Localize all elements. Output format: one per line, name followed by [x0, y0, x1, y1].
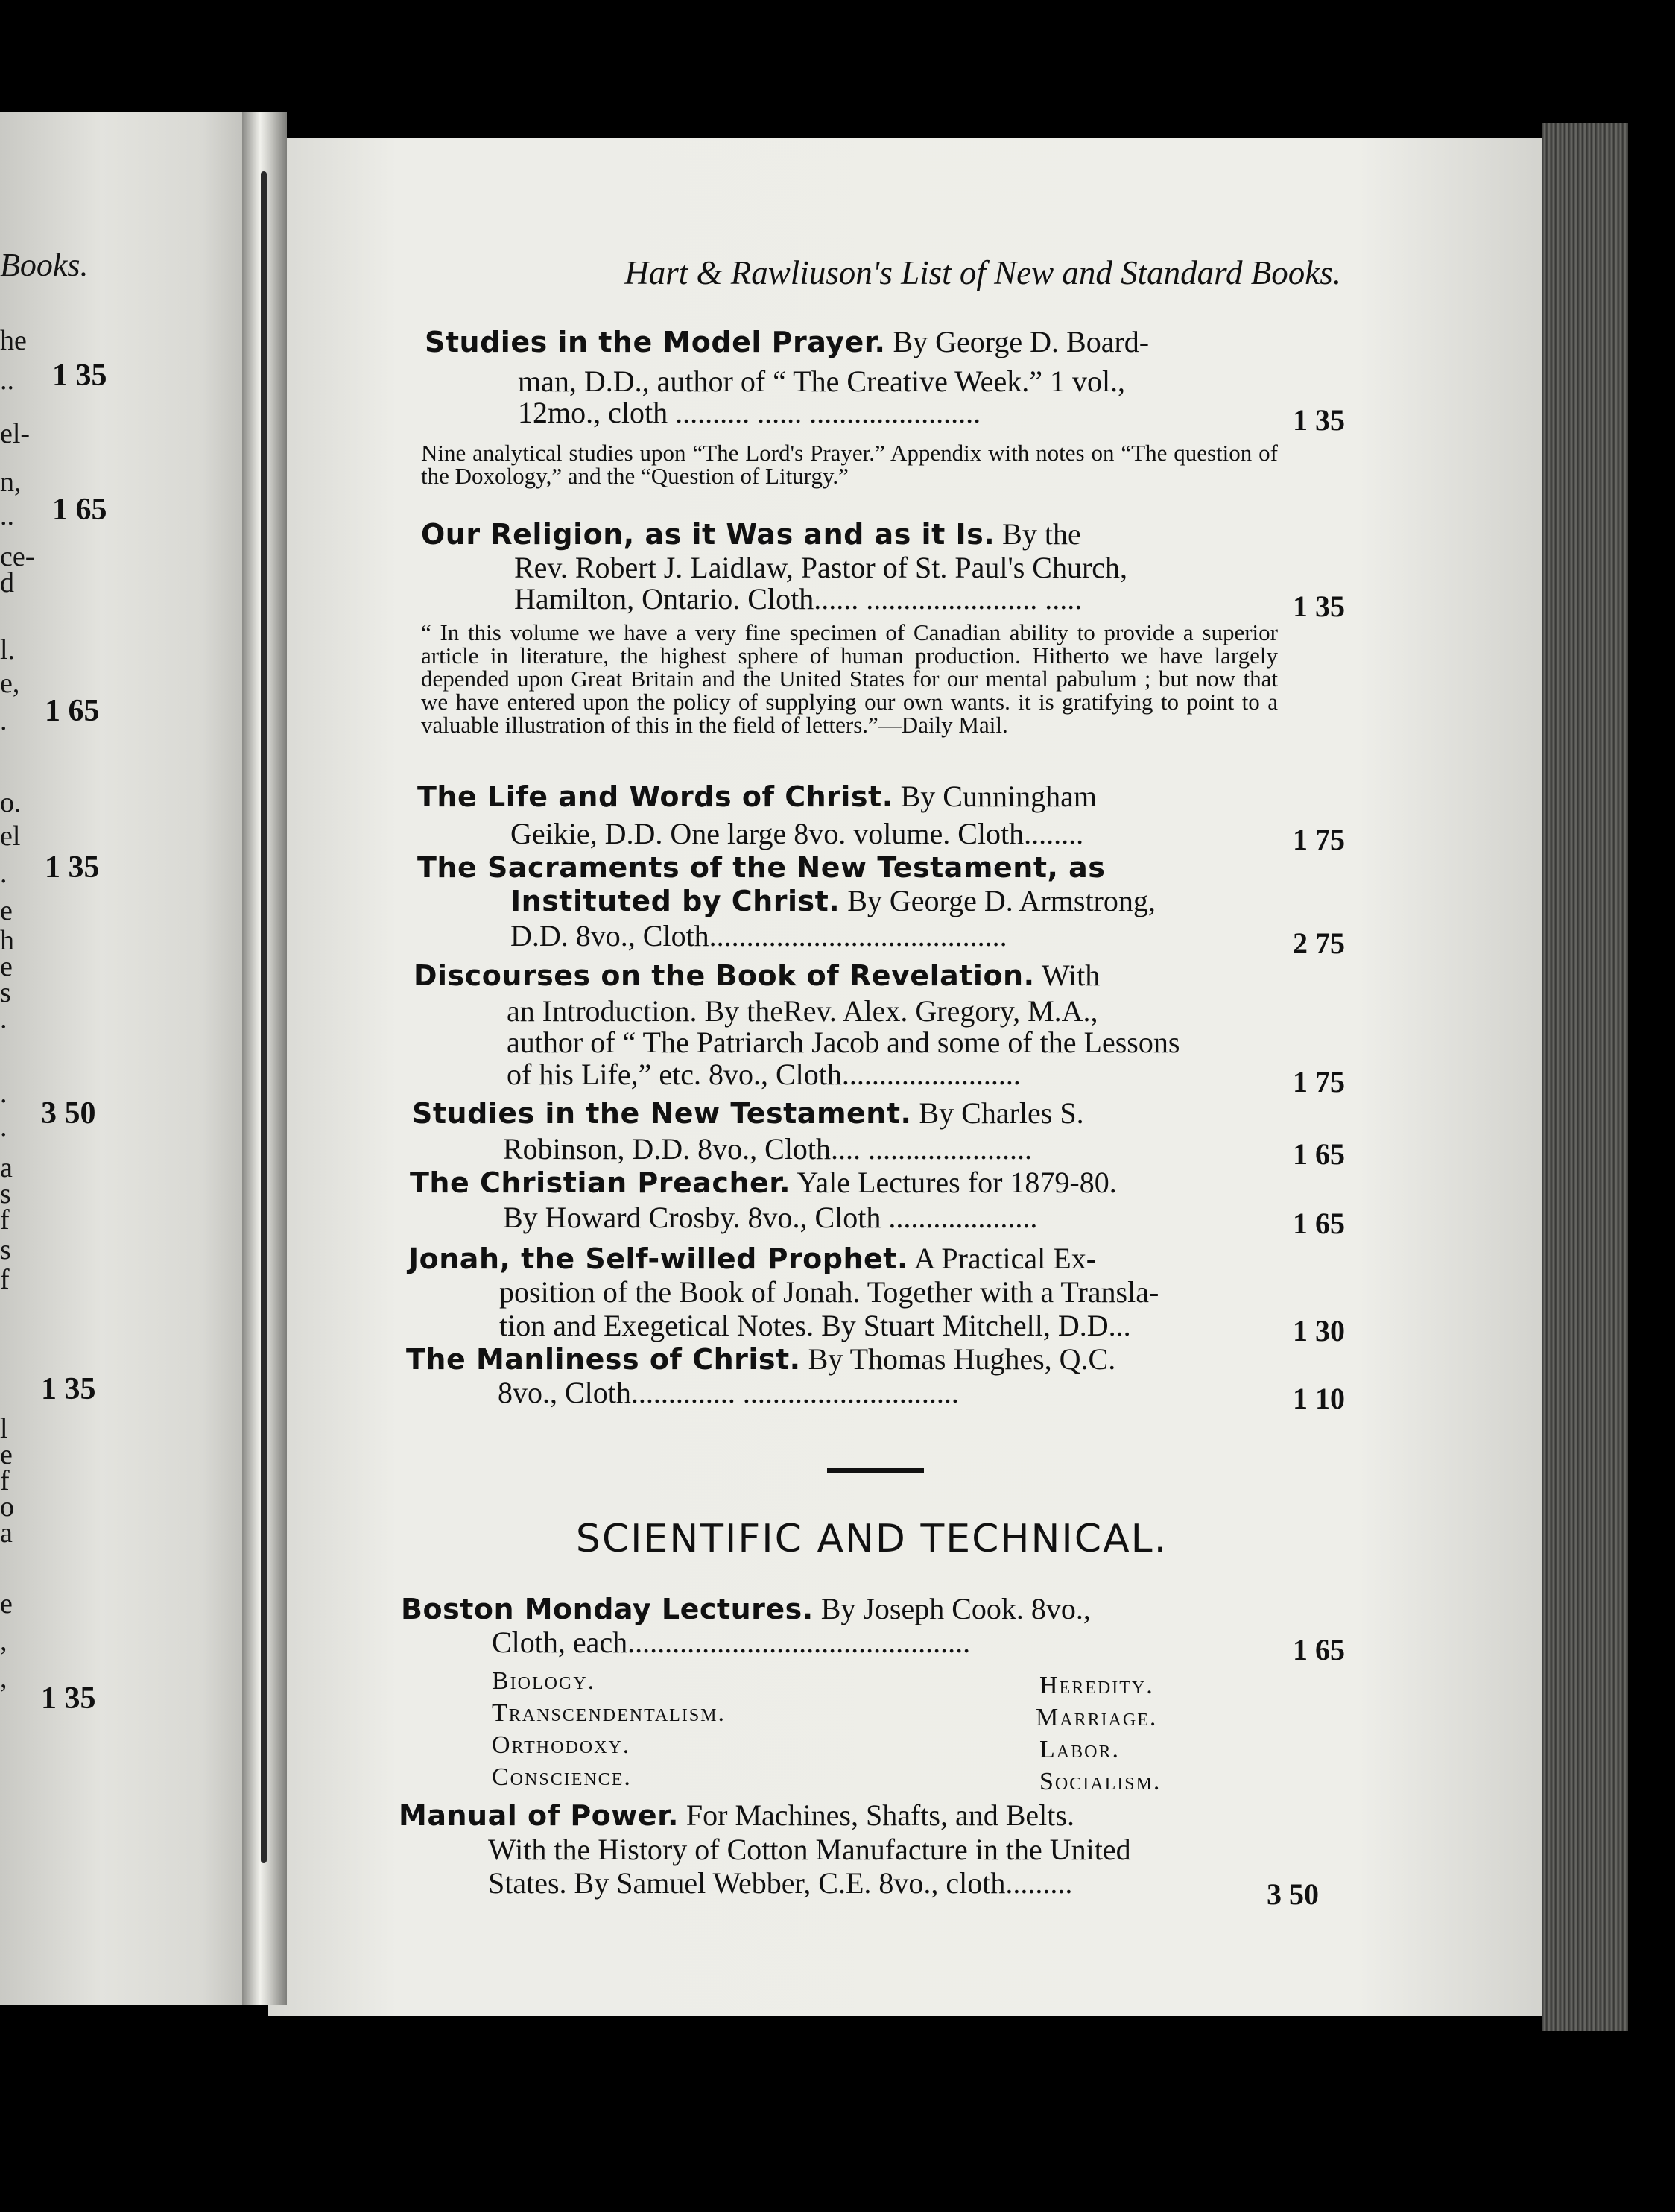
price: 1 75 [1293, 1065, 1345, 1099]
entry-text: By Joseph Cook. 8vo., [820, 1592, 1091, 1625]
entry-text: 8vo., Cloth.............. ............................. [498, 1376, 959, 1409]
lecture-topic: Orthodoxy. [492, 1731, 631, 1759]
entry-text: With the History of Cotton Manufacture in the United [488, 1833, 1131, 1866]
entry-text: States. By Samuel Webber, C.E. 8vo., cloth......... [488, 1866, 1073, 1900]
left-fragment: h [0, 925, 14, 956]
left-fragment: a [0, 1517, 13, 1549]
lecture-topic: Labor. [1039, 1736, 1120, 1763]
lecture-topic: Biology. [492, 1667, 596, 1695]
entry-text: For Machines, Shafts, and Belts. [685, 1798, 1074, 1832]
price: 1 65 [1293, 1633, 1345, 1666]
left-fragment: . [0, 1111, 7, 1143]
book-title: Manual of Power. [399, 1799, 679, 1832]
entry-text: an Introduction. By theRev. Alex. Gregory, M.A., [507, 994, 1098, 1028]
book-title: Boston Monday Lectures. [401, 1593, 814, 1625]
book-title: Discourses on the Book of Revelation. [414, 959, 1035, 992]
left-fragment: . [0, 858, 7, 889]
lecture-topic: Marriage. [1036, 1704, 1158, 1731]
lecture-topic: Socialism. [1039, 1768, 1162, 1795]
price: 2 75 [1293, 926, 1345, 960]
left-fragment: , [0, 1625, 7, 1657]
left-fragment: e [0, 1439, 13, 1470]
book-title-continued: Instituted by Christ. [510, 885, 840, 917]
book-title: Jonah, the Self-willed Prophet. [408, 1242, 908, 1275]
price: 1 65 [1293, 1137, 1345, 1171]
page-edge [1542, 123, 1628, 2031]
left-fragment: e [0, 895, 13, 926]
left-fragment: l. [0, 634, 16, 666]
left-fragment: .. [0, 500, 14, 531]
entry-text: of his Life,” etc. 8vo., Cloth........................ [507, 1058, 1021, 1091]
price: 1 35 [1293, 403, 1345, 437]
left-price: 1 35 [45, 850, 100, 885]
lecture-topic: Conscience. [492, 1763, 632, 1791]
price: 1 75 [1293, 823, 1345, 856]
left-fragment: s [0, 977, 11, 1008]
book-title: The Sacraments of the New Testament, as [417, 851, 1106, 884]
left-fragment: el [0, 821, 21, 852]
left-fragment: o [0, 1491, 14, 1523]
left-fragment: el- [0, 418, 31, 449]
lecture-topic: Transcendentalism. [492, 1699, 726, 1727]
left-fragment: , [0, 1663, 7, 1694]
entry-text: By Thomas Hughes, Q.C. [808, 1342, 1116, 1376]
left-price: 3 50 [41, 1096, 96, 1131]
left-price: 1 65 [52, 493, 107, 527]
book-title: The Life and Words of Christ. [417, 780, 893, 813]
entry-note: “ In this volume we have a very fine specimen of Canadian ability to provide a superior article in literature, the highest sphere of human production. Hitherto we have largely depended upon Great Britain and the United States for our mental pabulum ; but now that we have entered upon the policy of supplying our own wants. it is gratifying to point to a valuable illustration of this in the field of letters.”—Daily Mail. [421, 619, 1278, 738]
entry-text: Yale Lectures for 1879-80. [797, 1166, 1117, 1199]
left-fragment: f [0, 1264, 10, 1295]
entry-text: Hamilton, Ontario. Cloth...... ....................... ..... [514, 582, 1083, 616]
entry-text: By Howard Crosby. 8vo., Cloth .................... [503, 1201, 1038, 1234]
book-title: The Manliness of Christ. [406, 1343, 801, 1376]
price: 1 35 [1293, 590, 1345, 623]
left-fragment: ce- [0, 541, 35, 572]
left-fragment: a [0, 1152, 13, 1184]
running-head: Hart & Rawliuson's List of New and Standard Books. [624, 254, 1341, 291]
price: 1 30 [1293, 1314, 1345, 1347]
left-fragment: l [0, 1413, 8, 1444]
book-title: Studies in the Model Prayer. [425, 326, 886, 358]
entry-text: Geikie, D.D. One large 8vo. volume. Cloth........ [510, 817, 1084, 850]
entry-text: 12mo., cloth .......... ...... ....................... [518, 396, 981, 429]
entry-text: tion and Exegetical Notes. By Stuart Mitchell, D.D... [499, 1309, 1131, 1342]
book-title: The Christian Preacher. [410, 1166, 791, 1199]
entry-text: Robinson, D.D. 8vo., Cloth.... ...................... [503, 1132, 1033, 1166]
entry-text: Cloth, each.............................................. [492, 1625, 971, 1659]
left-fragment: e [0, 1588, 13, 1619]
entry-text: By George D. Board- [893, 325, 1150, 358]
left-fragment: s [0, 1234, 11, 1265]
entry-text: By the [1002, 517, 1081, 551]
entry-text: By Cunningham [900, 780, 1097, 813]
left-fragment: . [0, 1078, 7, 1109]
left-fragment: f [0, 1465, 10, 1497]
entry-text: position of the Book of Jonah. Together with a Transla- [499, 1275, 1159, 1309]
price: 1 65 [1293, 1207, 1345, 1240]
entry-text: man, D.D., author of “ The Creative Week.” 1 vol., [518, 364, 1126, 398]
entry-text: author of “ The Patriarch Jacob and some of the Lessons [507, 1026, 1180, 1059]
entry-text: Rev. Robert J. Laidlaw, Pastor of St. Paul's Church, [514, 551, 1128, 584]
left-fragment: . [0, 1003, 7, 1034]
book-title: Studies in the New Testament. [412, 1097, 912, 1130]
left-fragment: e [0, 951, 13, 982]
left-fragment: . [0, 705, 7, 736]
entry-text: With [1041, 958, 1101, 992]
lecture-topic: Heredity. [1039, 1672, 1154, 1699]
left-fragment: he [0, 325, 27, 356]
entry-note: Nine analytical studies upon “The Lord's Prayer.” Appendix with notes on “The question of the Doxology,” and the “Question of Liturgy.” [421, 440, 1278, 489]
book-title: Our Religion, as it Was and as it Is. [421, 518, 995, 551]
price: 3 50 [1267, 1877, 1319, 1911]
section-heading: SCIENTIFIC AND TECHNICAL. [575, 1517, 1168, 1561]
section-rule [827, 1468, 924, 1473]
left-price: 1 35 [52, 358, 107, 393]
left-fragment: d [0, 567, 14, 598]
left-page-column [0, 0, 112, 2012]
entry-text: D.D. 8vo., Cloth........................................ [510, 919, 1007, 952]
left-price: 1 35 [41, 1681, 96, 1716]
left-fragment: n, [0, 467, 22, 498]
left-fragment: .. [0, 364, 14, 396]
left-fragment: Books. [0, 247, 89, 283]
left-fragment: o. [0, 787, 22, 818]
left-price: 1 35 [41, 1372, 96, 1406]
entry-text: A Practical Ex- [914, 1242, 1097, 1275]
left-price: 1 65 [45, 694, 100, 728]
left-fragment: e, [0, 668, 20, 699]
price: 1 10 [1293, 1382, 1345, 1415]
entry-text: By George D. Armstrong, [847, 884, 1156, 917]
left-fragment: f [0, 1204, 10, 1236]
left-fragment: s [0, 1178, 11, 1210]
binding-thread [261, 171, 267, 1863]
entry-text: By Charles S. [919, 1096, 1084, 1130]
